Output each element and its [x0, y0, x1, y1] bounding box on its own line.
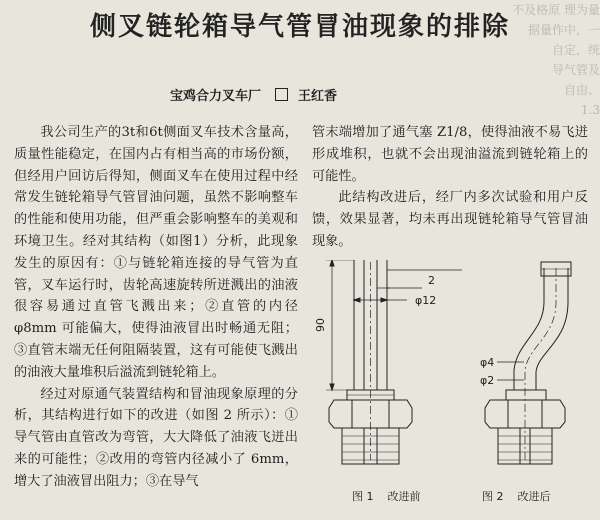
paragraph-3: 此结构改进后，经厂内多次试验和用户反馈，效果显著，均未再出现链轮箱导气管冒油现象。	[312, 190, 588, 249]
fig1-diameter-dimension: φ12	[415, 294, 437, 307]
figures-drawing	[312, 260, 592, 485]
figure-2-drawing	[485, 262, 571, 464]
paragraph-2: 经过对原通气装置结构和冒油现象原理的分析，其结构进行如下的改进（如图 2 所示）：①导气管由直管改为弯管，大大降低了油液飞迸出来的可能性；②改用的弯管内径减小了 6mm，增大了油液冒出阻力；③在导气	[14, 386, 298, 489]
figures-area	[312, 260, 592, 510]
figure-2-number: 图 2	[482, 490, 504, 503]
paragraph-1: 我公司生产的3t和6t侧面叉车技术含量高，质量性能稳定，在国内占有相当高的市场份额，但经用户回访后得知，侧面叉车在使用过程中经常发生链轮箱导气管冒油问题，虽然不影响整车的性能和使用功能，但严重会影响整车的美观和环境卫生。经对其结构（如图1）分析，此现象发生的原因有：①与链轮箱连接的导气管为直管，叉车运行时，齿轮高速旋转所迸溅出的油液很容易通过直管飞溅出来；②直管的内径 φ8mm 可能偏大，使得油液冒出时畅通无阻；③直管末端无任何阻隔装置，这有可能使飞溅出的油液大量堆积后溢流到链轮箱上。	[14, 125, 298, 380]
fig1-length-dimension: 90	[314, 318, 327, 332]
figure-2-caption	[482, 488, 551, 504]
figure-2-title: 改进后	[517, 490, 551, 503]
figure-1-number: 图 1	[352, 490, 374, 503]
author-line	[170, 85, 480, 104]
bleed-line: 自定，统	[551, 43, 600, 57]
fig2-diameter-1-dimension: φ4	[480, 356, 495, 369]
bleed-line: 自由、	[563, 83, 600, 97]
bleed-line: 不及格原 理为量	[512, 3, 600, 17]
figure-1-drawing	[326, 260, 462, 464]
square-separator-icon	[275, 88, 288, 101]
bleed-line: 1.3	[580, 103, 600, 117]
figure-1-title: 改进前	[387, 490, 421, 503]
left-column	[14, 122, 298, 493]
article-title: 侧叉链轮箱导气管冒油现象的排除	[89, 12, 510, 42]
bleed-line: 据量作中，一	[527, 23, 600, 37]
paragraph-2-continued: 管末端增加了通气塞 Z1/8，使得油液不易飞迸形成堆积，也就不会出现油溢流到链轮箱上的可能性。	[312, 125, 588, 184]
right-column	[312, 122, 588, 253]
author-org: 宝鸡合力叉车厂	[170, 89, 262, 104]
fig1-wall-dimension: 2	[428, 274, 435, 287]
fig2-diameter-2-dimension: φ2	[480, 374, 495, 387]
author-name: 王红香	[298, 89, 338, 104]
bleed-line: 导气管及	[551, 63, 600, 77]
figure-1-caption	[352, 488, 421, 504]
